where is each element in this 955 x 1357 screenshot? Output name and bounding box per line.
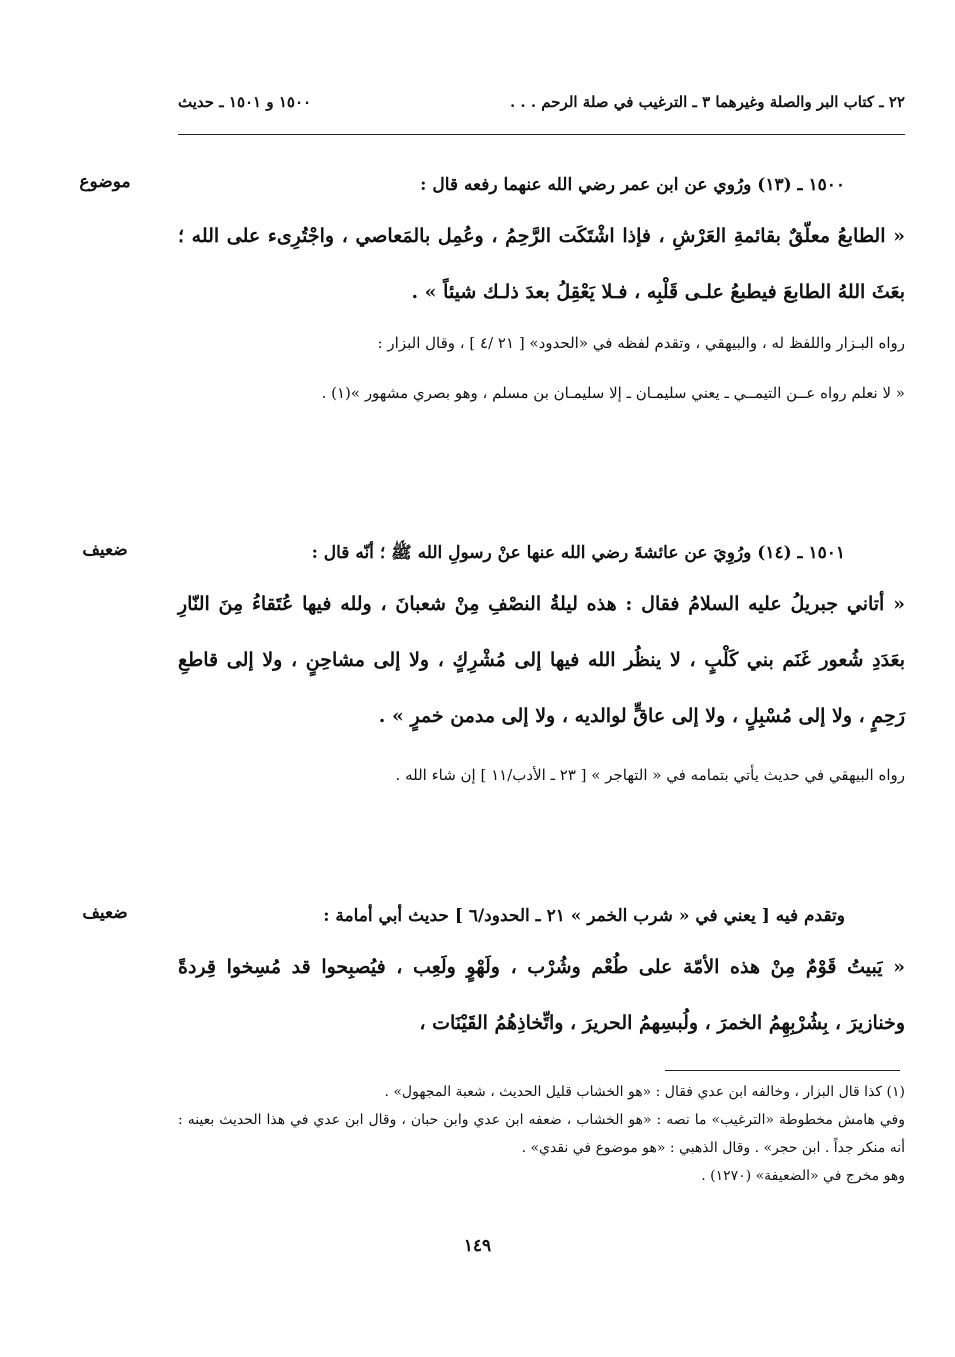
hadith-1500 [178, 170, 905, 416]
header-chapter-title: ٢٢ ـ كتاب البر والصلة وغيرهما ٣ ـ الترغيب في صلة الرحم . . . [509, 93, 905, 111]
footnote-line: وهو مخرج في «الضعيفة» (١٢٧٠) . [701, 1168, 905, 1184]
hadith-intro: ١٥٠١ ـ (١٤) ورُوِيَ عن عائشةَ رضي الله عنها عنْ رسولِ الله ﷺ ؛ أنّه قال : [311, 543, 845, 563]
hadith-text: « الطابعُ معلّقٌ بقائمةِ العَرْشِ ، فإذا اشْتَكَت الرَّحِمُ ، وعُمِل بالمَعاصي ، واجْتُرِىء على الله ؛ بعَثَ اللهُ الطابعَ فيطبعُ علـى قَلْبِه ، فـلا يَعْقِلُ بعدَ ذلـك شيئاً » . [178, 225, 905, 303]
page-number: ١٤٩ [463, 1236, 492, 1256]
hadith-intro: وتقدم فيه [ يعني في « شرب الخمر » ٢١ ـ الحدود/٦ ] حديث أبي أمامة : [323, 906, 845, 926]
hadith-source-note: رواه البيهقي في حديث يأتي بتمامه في « التهاجر » [ ٢٣ ـ الأدب/١١ ] إن شاء الله . [395, 766, 905, 784]
grade-label-1500: موضوع [79, 172, 131, 192]
hadith-text: « أتاني جبريلُ عليه السلامُ فقال : هذه ليلةُ النصْفِ مِنْ شعبانَ ، ولله فيها عُتَقاءُ مِنَ النّارِ بعَدَدِ شُعور غَنَم بني كَلْبٍ ، لا ينظُر الله فيها إلى مُشْرِكٍ ، ولا إلى مشاحِنٍ ، ولا إلى قاطعِ رَحِمٍ ، ولا إلى مُسْبِلٍ ، ولا إلى عاقٍّ لوالديه ، ولا إلى مدمن خمرٍ » . [178, 593, 905, 727]
hadith-intro: ١٥٠٠ ـ (١٣) ورُوي عن ابن عمر رضي الله عنهما رفعه قال : [420, 175, 845, 195]
footnote-line: (١) كذا قال البزار ، وخالفه ابن عدي فقال : «هو الخشاب قليل الحديث ، شعبة المجهول» . [384, 1084, 905, 1100]
footnote-line: وفي هامش مخطوطة «الترغيب» ما نصه : «هو الخشاب ، ضعفه ابن عدي وابن حبان ، وقال ابن عدي في هذا الحديث بعينه : أنه منكر جداً . ابن حجر» . وقال الذهبي : «هو موضوع في نقدي» . [178, 1112, 905, 1156]
running-header [178, 88, 905, 116]
header-divider [178, 134, 905, 135]
footnote-divider [665, 1070, 900, 1071]
header-hadith-range: ١٥٠٠ و ١٥٠١ ـ حديث [178, 93, 312, 111]
hadith-1501 [178, 538, 905, 800]
footnotes [178, 1078, 905, 1190]
hadith-source-note: رواه البـزار واللفظ له ، والبيهقي ، وتقدم لفظه في «الحدود» [ ٢١ /٤ ] ، وقال البزار : [377, 334, 905, 352]
hadith-text: « يَبيتُ قَوْمٌ مِنْ هذه الأمّة على طُعْم وشُرْب ، ولَهْوٍ ولَعِب ، فيُصبِحوا قد مُسِخوا قِردةً وخنازيرَ ، بِشُرْبِهِمُ الخمرَ ، ولُبسِهمُ الحريرَ ، واتِّخاذِهُمُ القَيْنَات ، [178, 956, 905, 1034]
grade-label-1501: ضعيف [82, 540, 128, 560]
grade-label-abu-umamah: ضعيف [82, 903, 128, 923]
hadith-source-quote: « لا نعلم رواه عــن التيمــي ـ يعني سليمـان ـ إلا سليمـان بن مسلم ، وهو بصري مشهور »(١) . [321, 384, 905, 402]
hadith-abu-umamah [178, 901, 905, 1051]
